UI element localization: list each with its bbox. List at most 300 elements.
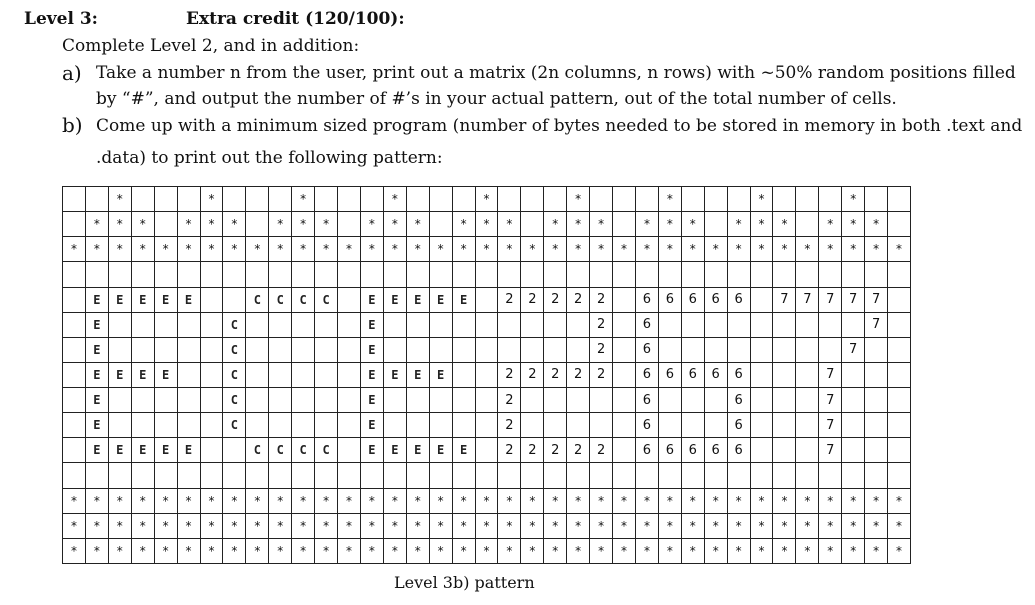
grid-cell [613, 438, 636, 463]
grid-cell: * [384, 539, 407, 564]
grid-cell: E [178, 438, 201, 463]
grid-cell [63, 212, 86, 237]
grid-cell [132, 388, 155, 413]
grid-cell: * [292, 187, 315, 212]
grid-cell [521, 187, 544, 212]
grid-cell [521, 338, 544, 363]
item-b-line-2: .data) to print out the following pattern: [96, 148, 443, 168]
grid-cell: * [865, 539, 888, 564]
grid-cell [86, 262, 109, 287]
grid-cell [682, 463, 705, 488]
grid-cell: * [659, 212, 682, 237]
grid-cell: * [476, 514, 499, 539]
grid-cell [453, 313, 476, 338]
grid-cell: * [659, 237, 682, 262]
grid-cell [384, 262, 407, 287]
grid-cell [842, 262, 865, 287]
grid-cell [751, 363, 774, 388]
grid-cell [201, 363, 224, 388]
grid-cell [751, 438, 774, 463]
grid-cell: * [292, 539, 315, 564]
grid-cell: * [590, 539, 613, 564]
grid-cell: E [361, 313, 384, 338]
grid-cell [63, 463, 86, 488]
grid-cell [521, 212, 544, 237]
grid-cell [338, 338, 361, 363]
grid-cell [407, 413, 430, 438]
grid-cell: * [430, 489, 453, 514]
grid-cell [613, 313, 636, 338]
grid-cell [613, 262, 636, 287]
grid-cell [132, 463, 155, 488]
grid-cell [751, 338, 774, 363]
grid-cell: * [201, 237, 224, 262]
grid-cell: * [682, 539, 705, 564]
grid-cell [590, 187, 613, 212]
grid-cell: E [132, 288, 155, 313]
grid-cell [407, 388, 430, 413]
grid-cell: * [590, 489, 613, 514]
grid-cell [476, 288, 499, 313]
grid-cell: * [246, 539, 269, 564]
grid-cell [63, 187, 86, 212]
grid-cell: * [338, 514, 361, 539]
grid-cell [223, 438, 246, 463]
grid-cell [109, 463, 132, 488]
grid-cell [636, 187, 659, 212]
grid-cell: * [269, 489, 292, 514]
grid-cell: * [223, 514, 246, 539]
intro-text: Complete Level 2, and in addition: [62, 36, 360, 56]
grid-cell: * [269, 237, 292, 262]
grid-cell: * [544, 237, 567, 262]
grid-cell: 7 [796, 288, 819, 313]
grid-cell [705, 413, 728, 438]
grid-cell [201, 413, 224, 438]
grid-cell: C [292, 288, 315, 313]
grid-cell: * [705, 489, 728, 514]
grid-cell: * [361, 539, 384, 564]
grid-cell [544, 262, 567, 287]
grid-cell: C [223, 363, 246, 388]
grid-cell [796, 187, 819, 212]
grid-cell [407, 187, 430, 212]
grid-cell: * [292, 237, 315, 262]
grid-cell: 2 [567, 438, 590, 463]
grid-cell: E [430, 363, 453, 388]
grid-cell: * [728, 237, 751, 262]
grid-cell: * [567, 539, 590, 564]
grid-cell: * [521, 514, 544, 539]
grid-cell: * [705, 539, 728, 564]
grid-cell: * [132, 237, 155, 262]
grid-cell [338, 313, 361, 338]
grid-cell [246, 262, 269, 287]
grid-cell: 2 [590, 438, 613, 463]
grid-cell [63, 363, 86, 388]
grid-cell: * [498, 539, 521, 564]
grid-cell [201, 338, 224, 363]
grid-cell: * [63, 514, 86, 539]
grid-cell: * [223, 489, 246, 514]
grid-cell [682, 413, 705, 438]
grid-cell [888, 262, 911, 287]
grid-cell [773, 187, 796, 212]
grid-cell: 6 [705, 288, 728, 313]
grid-cell: * [86, 539, 109, 564]
grid-cell: 6 [636, 413, 659, 438]
grid-cell [292, 313, 315, 338]
grid-cell [659, 388, 682, 413]
grid-cell: * [109, 514, 132, 539]
grid-cell [819, 187, 842, 212]
grid-cell [842, 413, 865, 438]
grid-cell: * [407, 539, 430, 564]
grid-cell [498, 338, 521, 363]
grid-cell: * [751, 539, 774, 564]
grid-cell [109, 338, 132, 363]
grid-cell [63, 338, 86, 363]
grid-cell: E [86, 388, 109, 413]
grid-cell: 6 [728, 388, 751, 413]
grid-cell: * [773, 212, 796, 237]
grid-cell: * [453, 514, 476, 539]
grid-cell [728, 187, 751, 212]
grid-cell: * [86, 237, 109, 262]
grid-cell: * [751, 212, 774, 237]
grid-cell: * [682, 212, 705, 237]
grid-cell [453, 388, 476, 413]
grid-cell: * [613, 539, 636, 564]
grid-cell [521, 313, 544, 338]
grid-cell [705, 262, 728, 287]
grid-cell [201, 463, 224, 488]
grid-cell: * [132, 212, 155, 237]
grid-cell [338, 363, 361, 388]
grid-cell [476, 313, 499, 338]
grid-cell [682, 313, 705, 338]
grid-cell: * [132, 539, 155, 564]
grid-cell: * [567, 212, 590, 237]
grid-cell [796, 413, 819, 438]
grid-cell [292, 413, 315, 438]
grid-cell: E [155, 288, 178, 313]
grid-cell: * [567, 514, 590, 539]
grid-cell: E [178, 288, 201, 313]
grid-cell: * [613, 514, 636, 539]
grid-cell [63, 313, 86, 338]
grid-cell [63, 262, 86, 287]
grid-cell [476, 463, 499, 488]
grid-cell: C [223, 413, 246, 438]
grid-cell: * [751, 514, 774, 539]
grid-cell: E [86, 413, 109, 438]
grid-cell: * [590, 237, 613, 262]
grid-cell [155, 262, 178, 287]
grid-cell: * [338, 237, 361, 262]
grid-cell: 6 [728, 288, 751, 313]
grid-cell: E [407, 363, 430, 388]
grid-cell [476, 363, 499, 388]
grid-cell [201, 388, 224, 413]
grid-cell [315, 413, 338, 438]
grid-cell [178, 413, 201, 438]
grid-cell: * [636, 539, 659, 564]
grid-cell: * [178, 539, 201, 564]
grid-cell: 2 [498, 363, 521, 388]
grid-cell: * [292, 514, 315, 539]
grid-cell [751, 288, 774, 313]
grid-cell [315, 463, 338, 488]
grid-cell [498, 262, 521, 287]
grid-cell [773, 463, 796, 488]
grid-cell: E [384, 288, 407, 313]
grid-cell [796, 463, 819, 488]
grid-cell [888, 212, 911, 237]
grid-cell [590, 463, 613, 488]
grid-cell: * [384, 212, 407, 237]
grid-cell: * [728, 514, 751, 539]
item-a-letter: a) [62, 61, 82, 85]
grid-cell: * [338, 489, 361, 514]
grid-cell [453, 338, 476, 363]
grid-cell: 2 [498, 413, 521, 438]
grid-cell [246, 313, 269, 338]
grid-cell: * [201, 514, 224, 539]
grid-cell: E [109, 438, 132, 463]
grid-cell: * [819, 489, 842, 514]
grid-cell [155, 338, 178, 363]
grid-cell [269, 463, 292, 488]
grid-cell: * [498, 237, 521, 262]
grid-cell: 6 [659, 288, 682, 313]
item-b-letter: b) [62, 113, 83, 137]
item-a-line-1: Take a number n from the user, print out a matrix (2n columns, n rows) with ~50% random positions filled [96, 63, 1016, 83]
grid-cell: E [361, 413, 384, 438]
grid-cell: * [888, 489, 911, 514]
grid-cell [705, 187, 728, 212]
grid-cell: 6 [659, 438, 682, 463]
grid-cell [819, 262, 842, 287]
grid-cell [338, 463, 361, 488]
grid-cell [636, 262, 659, 287]
grid-cell: * [453, 539, 476, 564]
grid-cell: * [842, 212, 865, 237]
grid-cell: * [521, 237, 544, 262]
grid-cell: * [109, 187, 132, 212]
grid-cell [246, 212, 269, 237]
grid-cell: * [315, 489, 338, 514]
grid-cell [246, 363, 269, 388]
grid-cell: * [407, 212, 430, 237]
grid-cell: 7 [819, 388, 842, 413]
grid-cell: * [476, 539, 499, 564]
grid-cell [155, 212, 178, 237]
grid-cell: E [361, 288, 384, 313]
grid-cell: * [659, 514, 682, 539]
grid-cell [269, 313, 292, 338]
grid-cell [430, 212, 453, 237]
grid-cell [865, 438, 888, 463]
grid-cell: E [361, 388, 384, 413]
grid-cell [544, 313, 567, 338]
grid-cell [682, 388, 705, 413]
grid-cell: E [132, 438, 155, 463]
grid-cell [865, 187, 888, 212]
grid-cell: * [590, 212, 613, 237]
grid-cell [544, 338, 567, 363]
grid-cell: C [246, 438, 269, 463]
grid-cell: C [315, 288, 338, 313]
grid-cell [178, 363, 201, 388]
grid-cell [86, 463, 109, 488]
grid-cell [132, 313, 155, 338]
grid-cell [888, 288, 911, 313]
grid-cell: C [223, 388, 246, 413]
grid-cell [567, 338, 590, 363]
grid-cell [773, 388, 796, 413]
grid-cell [567, 313, 590, 338]
grid-cell [201, 313, 224, 338]
grid-cell [269, 187, 292, 212]
grid-cell [269, 338, 292, 363]
grid-cell [269, 262, 292, 287]
grid-cell [567, 262, 590, 287]
grid-cell: * [315, 539, 338, 564]
grid-cell: * [728, 489, 751, 514]
grid-cell: * [773, 514, 796, 539]
grid-cell [682, 338, 705, 363]
grid-cell [338, 187, 361, 212]
grid-cell [773, 262, 796, 287]
grid-cell: 6 [636, 313, 659, 338]
grid-cell [476, 262, 499, 287]
grid-cell: * [636, 489, 659, 514]
grid-cell: * [498, 489, 521, 514]
grid-cell [705, 463, 728, 488]
grid-cell [453, 413, 476, 438]
grid-cell: C [269, 438, 292, 463]
grid-cell [246, 338, 269, 363]
grid-cell [292, 262, 315, 287]
grid-cell: * [819, 514, 842, 539]
grid-cell [109, 388, 132, 413]
grid-cell [155, 463, 178, 488]
grid-cell: 7 [842, 288, 865, 313]
grid-cell [453, 262, 476, 287]
grid-cell [888, 363, 911, 388]
grid-cell: E [361, 338, 384, 363]
grid-cell: * [796, 237, 819, 262]
grid-cell: * [567, 237, 590, 262]
grid-cell: * [751, 187, 774, 212]
grid-cell [751, 413, 774, 438]
grid-cell: * [567, 489, 590, 514]
grid-cell: * [659, 187, 682, 212]
grid-cell: * [315, 514, 338, 539]
grid-cell: * [705, 237, 728, 262]
grid-cell [796, 338, 819, 363]
grid-cell [361, 463, 384, 488]
grid-cell [796, 363, 819, 388]
grid-cell: * [63, 237, 86, 262]
grid-cell [315, 262, 338, 287]
grid-cell [544, 388, 567, 413]
grid-cell: E [109, 288, 132, 313]
grid-cell [178, 313, 201, 338]
grid-cell [865, 463, 888, 488]
grid-cell [246, 388, 269, 413]
pattern-caption: Level 3b) pattern [394, 573, 535, 592]
grid-cell: 2 [521, 288, 544, 313]
grid-cell [361, 187, 384, 212]
grid-cell [613, 388, 636, 413]
grid-cell [246, 413, 269, 438]
grid-cell: 6 [636, 388, 659, 413]
grid-cell [453, 187, 476, 212]
grid-cell: * [201, 489, 224, 514]
grid-cell [498, 187, 521, 212]
grid-cell: * [384, 237, 407, 262]
grid-cell [132, 262, 155, 287]
grid-cell: 6 [682, 288, 705, 313]
grid-cell [819, 463, 842, 488]
grid-cell: * [430, 514, 453, 539]
grid-cell [292, 463, 315, 488]
grid-cell [842, 463, 865, 488]
grid-cell [430, 313, 453, 338]
grid-cell: * [567, 187, 590, 212]
grid-cell: * [430, 539, 453, 564]
grid-cell: * [682, 237, 705, 262]
grid-cell: E [384, 363, 407, 388]
grid-cell: * [819, 237, 842, 262]
grid-cell: * [842, 539, 865, 564]
grid-cell: * [476, 489, 499, 514]
grid-cell [338, 438, 361, 463]
grid-cell [292, 388, 315, 413]
item-a-line-2: by “#”, and output the number of #’s in your actual pattern, out of the total number of cells. [96, 89, 897, 109]
grid-cell [613, 288, 636, 313]
grid-cell: * [155, 514, 178, 539]
grid-cell: * [407, 237, 430, 262]
grid-cell: * [223, 539, 246, 564]
grid-cell: E [430, 438, 453, 463]
grid-cell [796, 388, 819, 413]
grid-cell: C [292, 438, 315, 463]
grid-cell [109, 413, 132, 438]
grid-cell [636, 463, 659, 488]
grid-cell: * [86, 489, 109, 514]
grid-cell: * [361, 212, 384, 237]
grid-cell: 2 [521, 363, 544, 388]
grid-cell [888, 313, 911, 338]
grid-cell: * [682, 514, 705, 539]
grid-cell: * [728, 539, 751, 564]
grid-cell: 7 [819, 413, 842, 438]
level-heading: Level 3: [24, 9, 98, 29]
grid-cell: * [178, 514, 201, 539]
grid-cell: * [476, 237, 499, 262]
grid-cell: * [544, 539, 567, 564]
grid-cell: * [751, 489, 774, 514]
grid-cell: * [865, 212, 888, 237]
grid-cell [292, 338, 315, 363]
grid-cell [682, 187, 705, 212]
grid-cell: * [773, 539, 796, 564]
grid-cell: * [246, 237, 269, 262]
grid-cell: 2 [567, 363, 590, 388]
